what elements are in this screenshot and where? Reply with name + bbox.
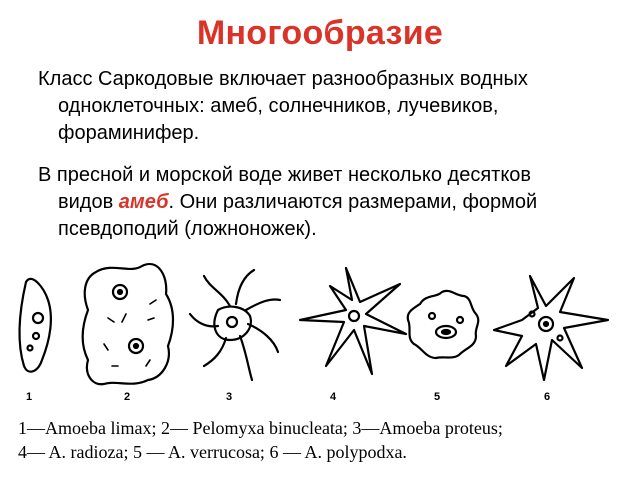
- amoeba-polypodia-drawing: [494, 276, 608, 380]
- amoeba-proteus-drawing: [190, 270, 280, 380]
- amoeba-radioza-drawing: [300, 268, 406, 374]
- figure-label-1: 1: [26, 391, 33, 403]
- species-line-2-end: . Они различаются размерами, формой: [168, 191, 538, 213]
- figure-label-6: 6: [544, 391, 551, 403]
- amoeba-limax-drawing: [20, 279, 51, 372]
- intro-paragraph: [38, 66, 598, 147]
- figure-label-2: 2: [124, 391, 131, 403]
- pelomyxa-drawing: [83, 264, 173, 384]
- species-line-3: псевдоподий (ложноножек).: [58, 218, 317, 240]
- figure-label-5: 5: [434, 391, 441, 403]
- species-line-2: [38, 189, 598, 216]
- caption-line-1: 1—Amoeba limax; 2— Pelomyxa binucleata; 3—Amoeba proteus;: [18, 418, 503, 438]
- intro-line-2: одноклеточных: амеб, солнечников, лучевиков,: [58, 95, 499, 117]
- figure-label-4: 4: [330, 391, 337, 403]
- figure-label-3: 3: [226, 391, 233, 403]
- species-paragraph: [38, 162, 598, 243]
- species-line-2-start: видов: [58, 191, 119, 213]
- amoeba-highlight: амеб: [118, 191, 169, 213]
- page-title: Многообразие: [196, 14, 444, 52]
- amoeba-verrucosa-drawing: [408, 291, 479, 358]
- species-line-1: В пресной и морской воде живет несколько десятков: [38, 164, 532, 186]
- caption-line-2: 4— A. radioza; 5 — A. verrucosa; 6 — A. polypodxa.: [18, 442, 407, 462]
- amoeba-illustration: [8, 248, 632, 414]
- intro-line-3: фораминифер.: [58, 122, 200, 144]
- figure-caption: [18, 416, 628, 464]
- intro-line-1: Класс Саркодовые включает разнообразных водных: [38, 68, 528, 90]
